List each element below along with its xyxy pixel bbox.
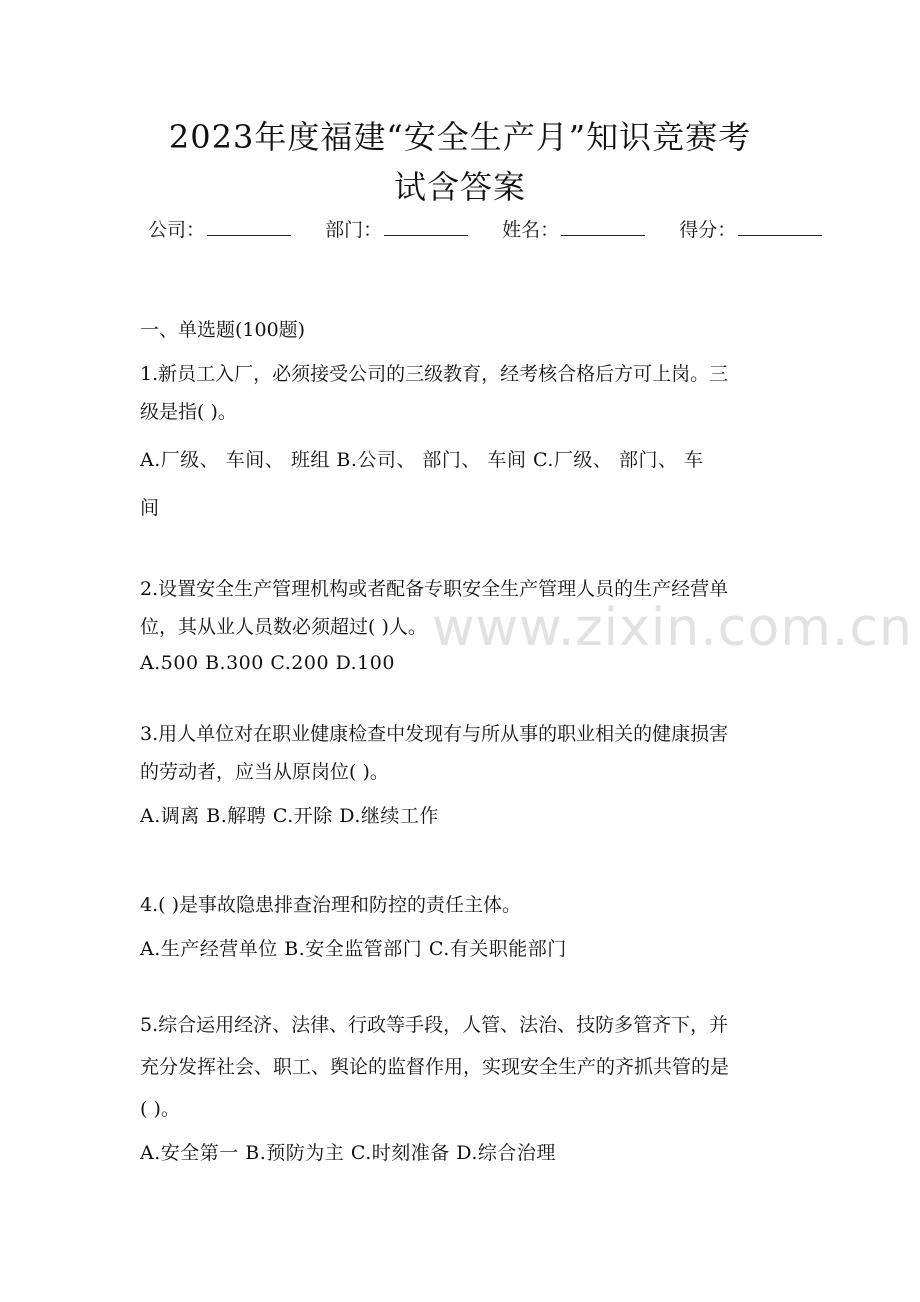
question-options-line: A.500 B.300 C.200 D.100 — [140, 652, 395, 674]
title-line-1: 2023年度福建“安全生产月”知识竞赛考 — [168, 118, 752, 156]
watermark: www.zixin.com.cn — [432, 598, 913, 658]
question-stem-line: 1.新员工入厂，必须接受公司的三级教育，经考核合格后方可上岗。三 — [140, 363, 729, 385]
company-field — [148, 216, 305, 244]
section-title: 一、单选题(100题) — [140, 319, 306, 341]
question-stem-line: 2.设置安全生产管理机构或者配备专职安全生产管理人员的生产经营单 — [140, 578, 729, 600]
score-blank — [738, 217, 822, 236]
question-options-line: A.安全第一 B.预防为主 C.时刻准备 D.综合治理 — [140, 1142, 556, 1164]
question-4 — [140, 886, 782, 968]
question-stem-line: 5.综合运用经济、法律、行政等手段，人管、法治、技防多管齐下，并 — [140, 1014, 729, 1036]
department-label: 部门： — [325, 219, 383, 241]
question-stem-line: 级是指( )。 — [140, 401, 237, 423]
name-field — [502, 216, 659, 244]
question-1 — [140, 355, 782, 527]
question-options-line: A.厂级、 车间、 班组 B.公司、 部门、 车间 C.厂级、 部门、 车 — [140, 449, 704, 471]
name-blank — [561, 217, 645, 236]
score-label: 得分： — [679, 219, 737, 241]
department-blank — [384, 217, 468, 236]
document-title — [60, 112, 860, 212]
title-line-2: 试含答案 — [393, 168, 526, 206]
question-stem-line: 位，其从业人员数必须超过( )人。 — [140, 616, 427, 638]
question-3 — [140, 715, 782, 835]
name-label: 姓名： — [502, 219, 560, 241]
question-2 — [140, 570, 782, 680]
department-field — [325, 216, 482, 244]
question-options-line: A.生产经营单位 B.安全监管部门 C.有关职能部门 — [140, 938, 567, 960]
question-5 — [140, 1006, 782, 1172]
company-blank — [207, 217, 291, 236]
info-fields — [148, 216, 788, 244]
question-stem-line: 3.用人单位对在职业健康检查中发现有与所从事的职业相关的健康损害 — [140, 723, 729, 745]
score-field — [679, 216, 836, 244]
question-stem-line: 的劳动者，应当从原岗位( )。 — [140, 761, 389, 783]
question-stem-line: 充分发挥社会、职工、舆论的监督作用，实现安全生产的齐抓共管的是 — [140, 1056, 730, 1078]
company-label: 公司： — [148, 219, 206, 241]
question-stem-line: 4.( )是事故隐患排查治理和防控的责任主体。 — [140, 894, 521, 916]
question-options-line: 间 — [140, 497, 160, 519]
question-options-line: A.调离 B.解聘 C.开除 D.继续工作 — [140, 805, 439, 827]
question-stem-line: ( )。 — [140, 1098, 180, 1120]
